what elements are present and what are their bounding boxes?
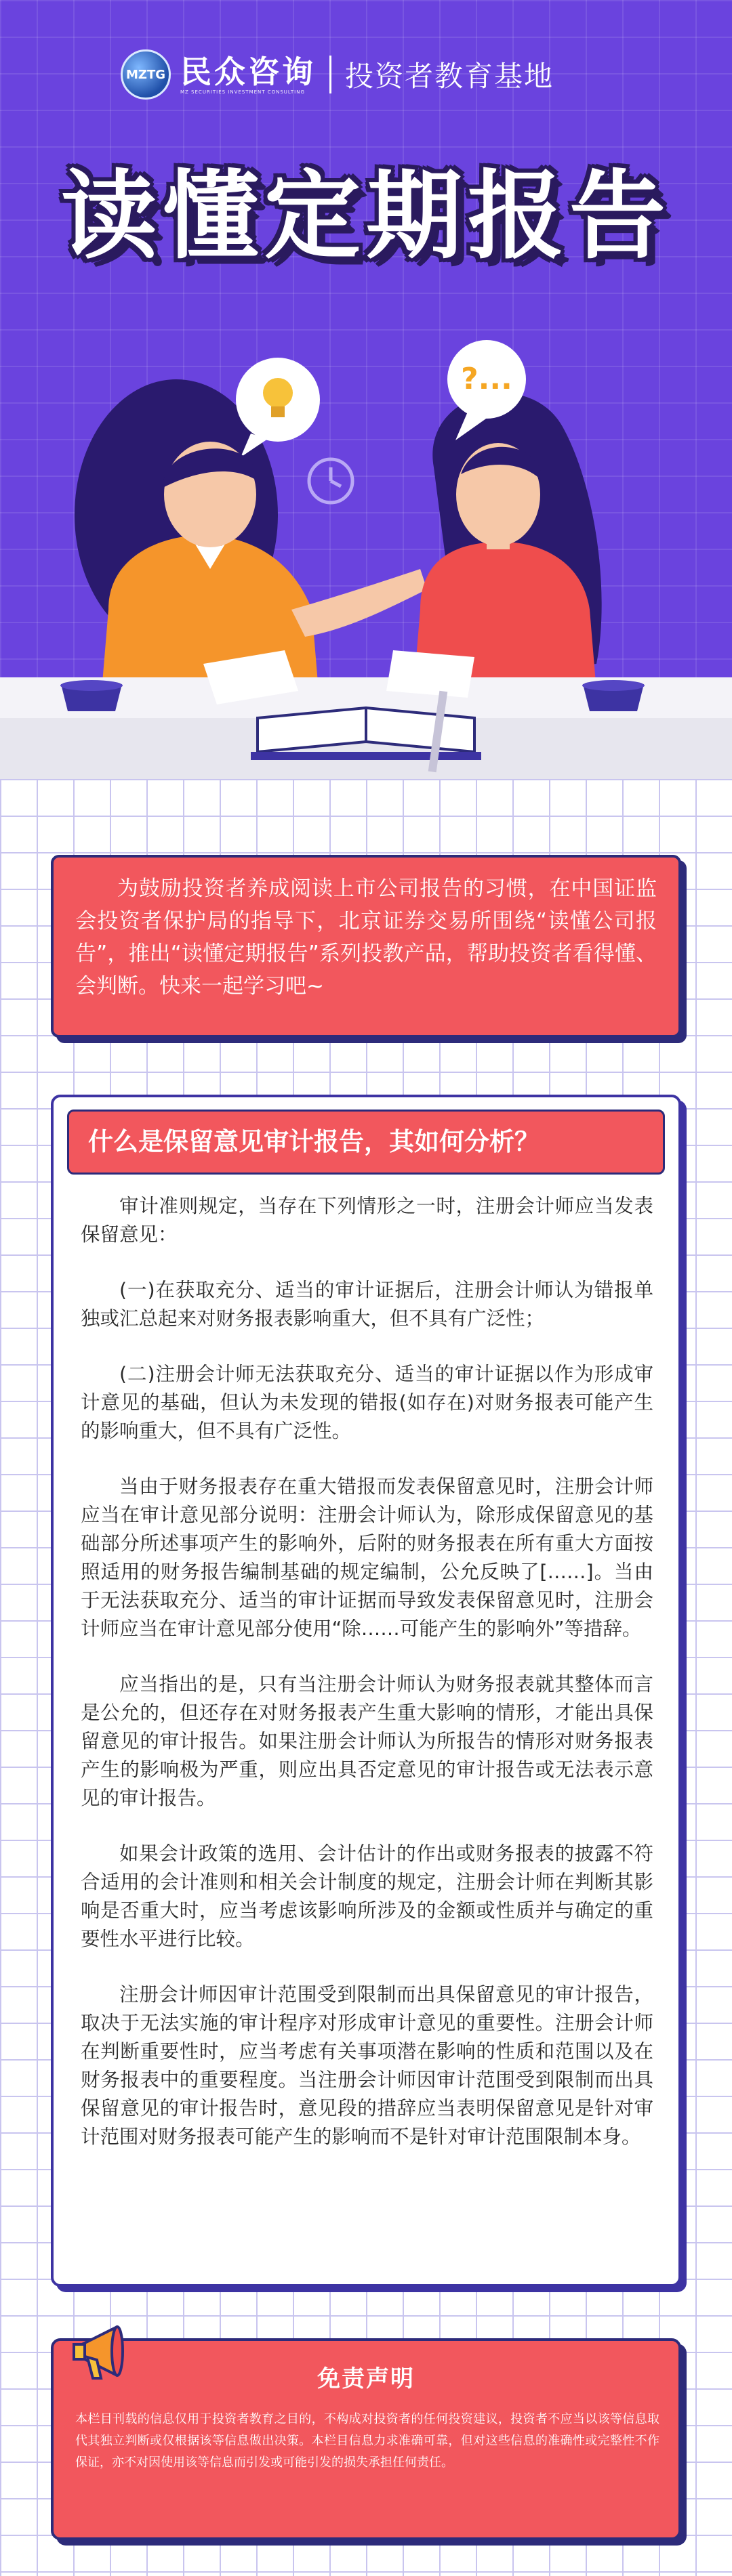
article-paragraph: 审计准则规定，当存在下列情形之一时，注册会计师应当发表保留意见： bbox=[81, 1195, 653, 1246]
brand-logo bbox=[121, 47, 554, 102]
article-paragraph: 如果会计政策的选用、会计估计的作出或财务报表的披露不符合适用的会计准则和相关会计制度的规定，注册会计师在判断其影响是否重大时，应当考虑该影响所涉及的金额或性质并与确定的重要性水平进行比较。 bbox=[81, 1842, 653, 1950]
logo-text bbox=[180, 54, 316, 95]
cup-right-icon bbox=[582, 680, 645, 711]
open-book-icon bbox=[251, 708, 481, 760]
question-mark-text: ?... bbox=[461, 362, 512, 396]
logo-name: 民众咨询 bbox=[180, 54, 316, 90]
logo-english-name: MZ SECURITIES INVESTMENT CONSULTING bbox=[180, 89, 305, 95]
disclaimer-title: 免责声明 bbox=[317, 2365, 415, 2392]
disclaimer-panel bbox=[51, 2338, 681, 2540]
article-paragraph: (一)在获取充分、适当的审计证据后，注册会计师认为错报单独或汇总起来对财务报表影响重大，但不具有广泛性； bbox=[81, 1279, 653, 1330]
intro-text: 为鼓励投资者养成阅读上市公司报告的习惯，在中国证监会投资者保护局的指导下，北京证券交易所围绕“读懂公司报告”，推出“读懂定期报告”系列投教产品，帮助投资者看得懂、会判断。快来一起学习吧~ bbox=[75, 877, 657, 998]
article-paragraph: 应当指出的是，只有当注册会计师认为财务报表就其整体而言是公允的，但还存在对财务报表产生重大影响的情形，才能出具保留意见的审计报告。如果注册会计师认为所报告的情形对财务报表产生的影响极为严重，则应出具否定意见的审计报告或无法表示意见的审计报告。 bbox=[81, 1673, 653, 1809]
cup-left-icon bbox=[60, 680, 123, 711]
page-title: 读懂定期报告 bbox=[61, 161, 671, 272]
logo-separator bbox=[329, 56, 331, 93]
article-paragraph: 当由于财务报表存在重大错报而发表保留意见时，注册会计师应当在审计意见部分说明：注册会计师认为，除形成保留意见的基础部分所述事项产生的影响外，后附的财务报表在所有重大方面按照适用的财务报告编制基础的规定编制，公允反映了[……]。当由于无法获取充分、适当的审计证据而导致发表保留意见时，注册会计师应当在审计意见部分使用“除……可能产生的影响外”等措辞。 bbox=[81, 1475, 653, 1640]
article-paragraph: (二)注册会计师无法获取充分、适当的审计证据以作为形成审计意见的基础，但认为未发现的错报(如存在)对财务报表可能产生的影响重大，但不具有广泛性。 bbox=[81, 1363, 653, 1442]
article-heading: 什么是保留意见审计报告，其如何分析？ bbox=[67, 1110, 665, 1175]
logo-badge-icon: MZTG bbox=[121, 49, 171, 100]
intro-panel bbox=[51, 855, 681, 1038]
article-paragraph: 注册会计师因审计范围受到限制而出具保留意见的审计报告，取决于无法实施的审计程序对形成审计意见的重要性。注册会计师在判断重要性时，应当考虑有关事项潜在影响的性质和范围以及在财务报表中的重要程度。当注册会计师因审计范围受到限制而出具保留意见的审计报告时，意见段的措辞应当表明保留意见是针对审计范围对财务报表可能产生的影响而不是针对审计范围限制本身。 bbox=[81, 1983, 653, 2148]
article-body bbox=[81, 1192, 653, 2178]
disclaimer-text: 本栏目刊载的信息仅用于投资者教育之目的，不构成对投资者的任何投资建议，投资者不应当以该等信息取代其独立判断或仅根据该等信息做出决策。本栏目信息力求准确可靠，但对这些信息的准确性或完整性不作保证，亦不对因使用该等信息而引发或可能引发的损失承担任何责任。 bbox=[75, 2412, 659, 2470]
clock-icon bbox=[309, 459, 352, 503]
logo-subtitle: 投资者教育基地 bbox=[345, 60, 554, 93]
reading-illustration bbox=[0, 312, 732, 779]
lightbulb-bubble-icon bbox=[236, 358, 320, 457]
article-card bbox=[51, 1095, 681, 2287]
hero-banner bbox=[0, 0, 732, 779]
